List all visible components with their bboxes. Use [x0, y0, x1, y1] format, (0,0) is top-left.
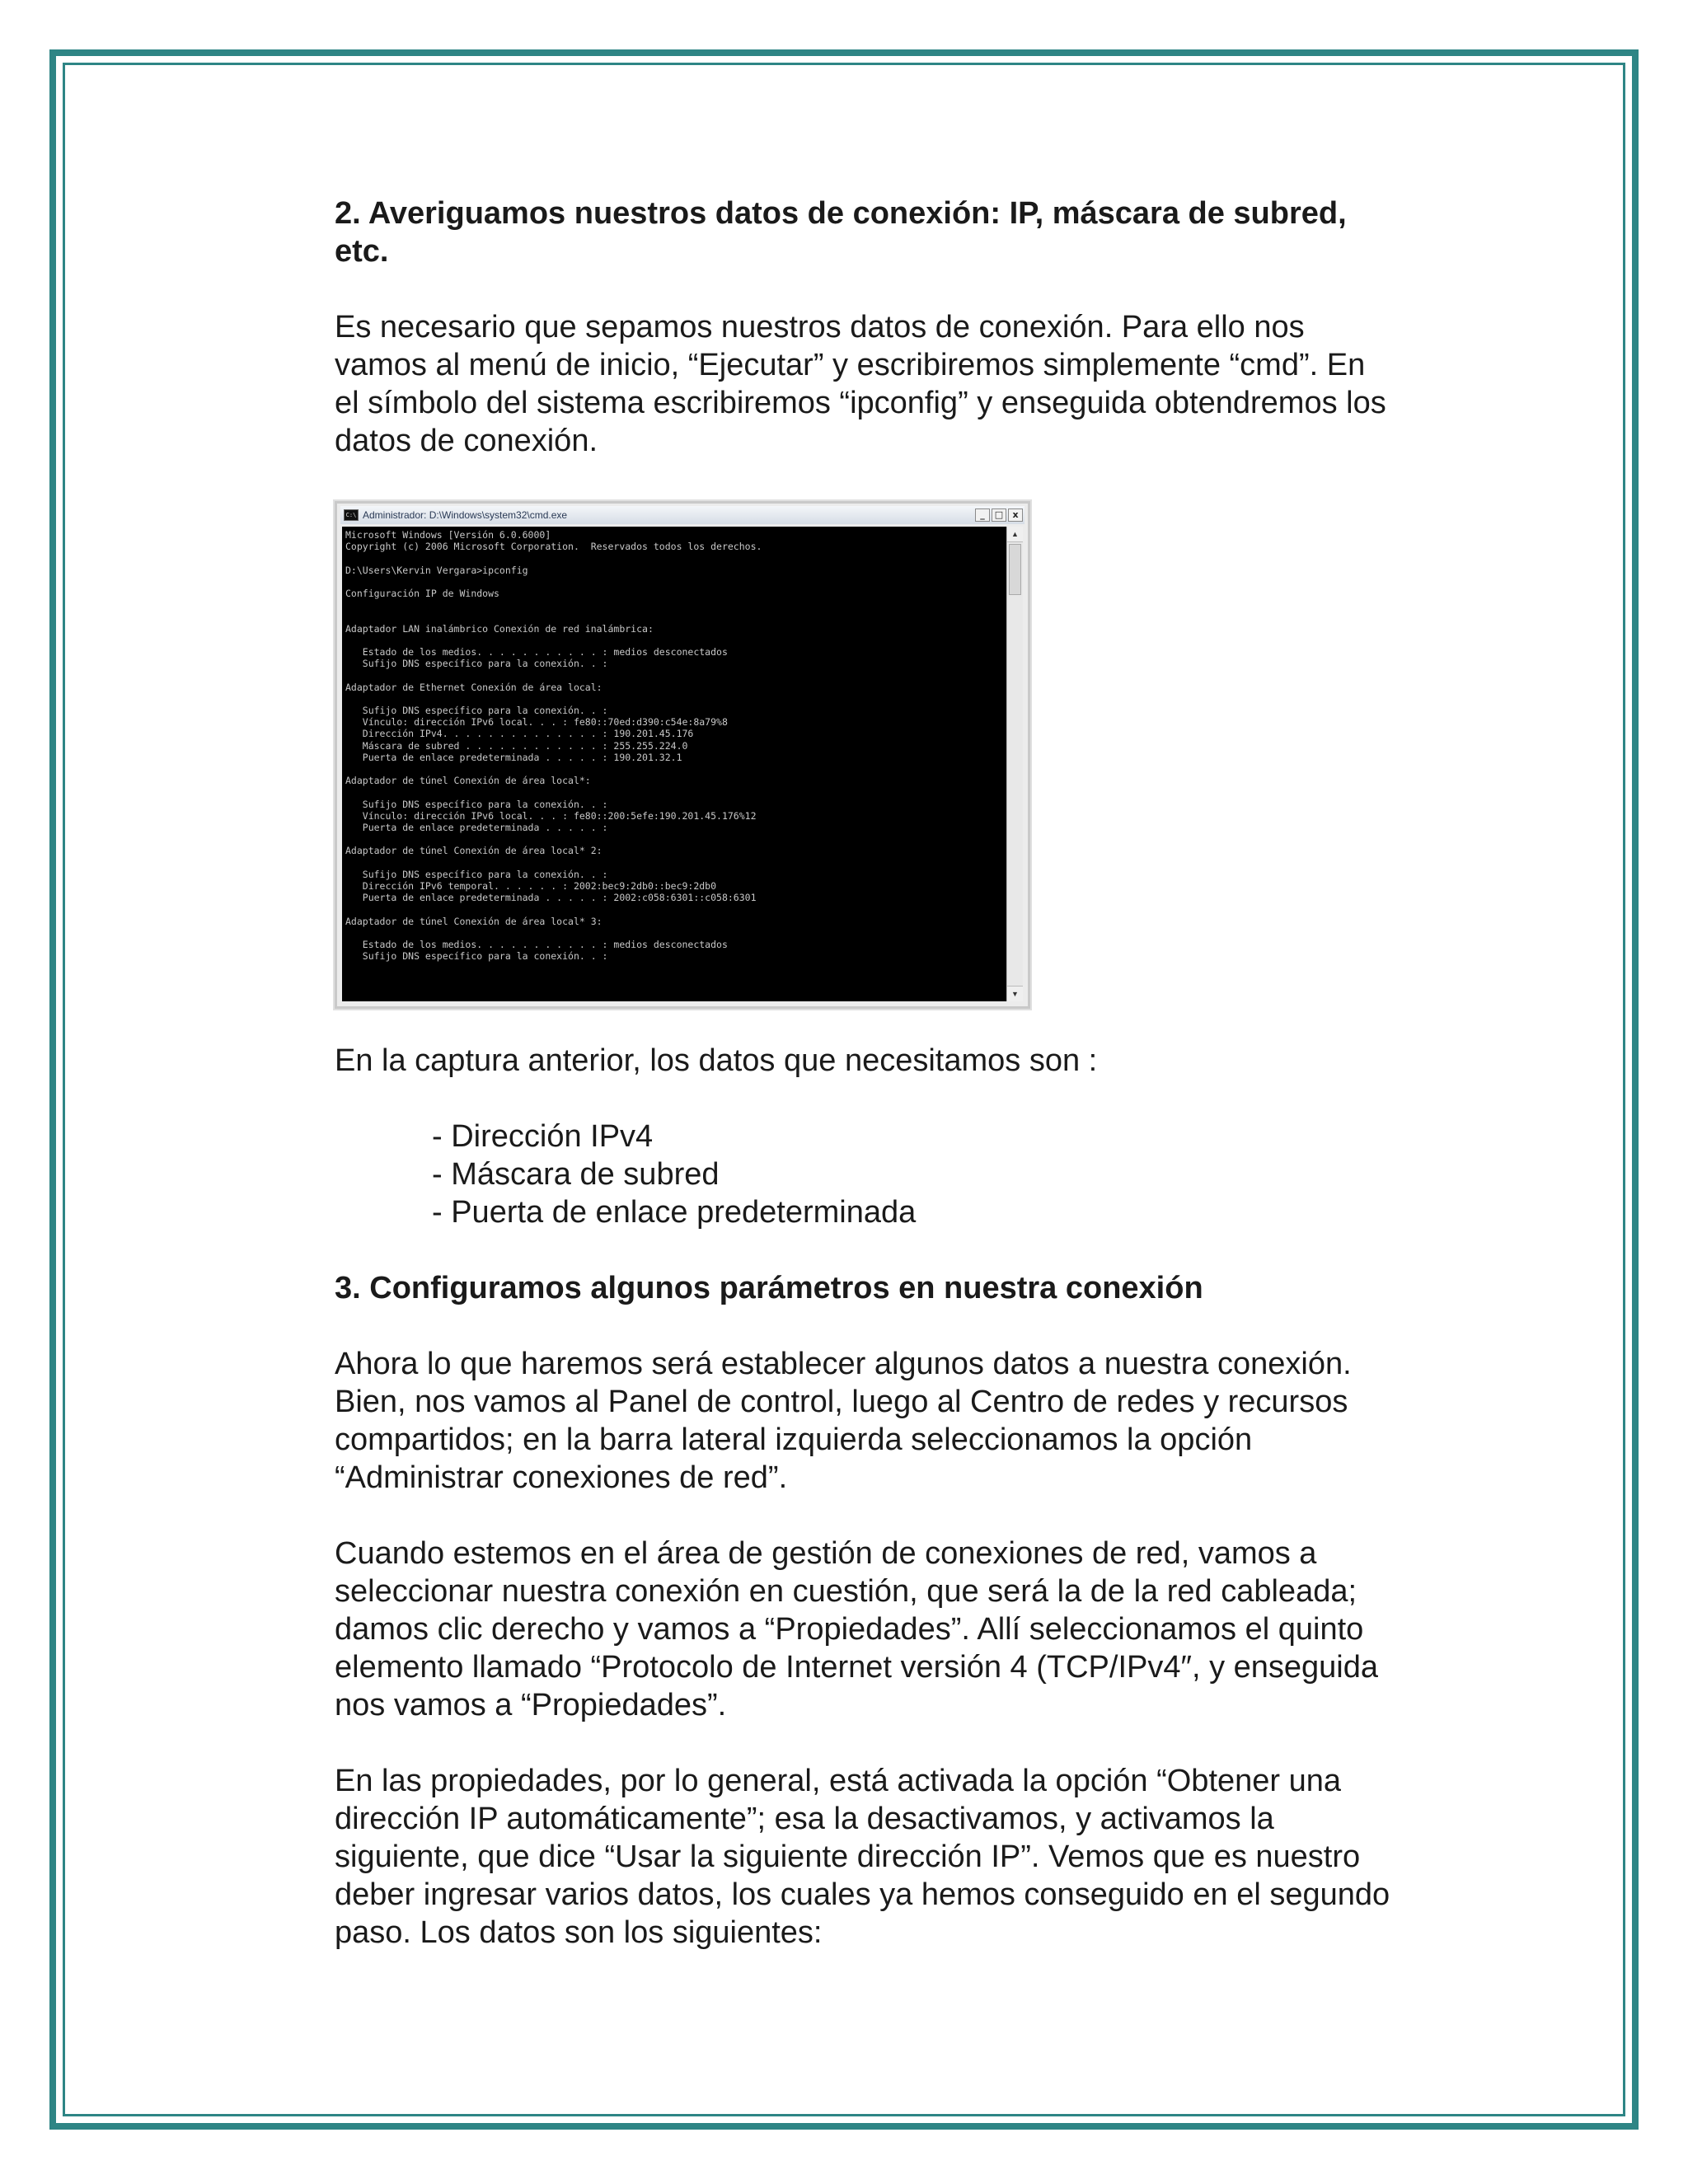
cmd-output-line [345, 635, 1003, 646]
cmd-output-line [345, 599, 1003, 611]
list-item: - Dirección IPv4 [432, 1119, 654, 1154]
scroll-up-arrow-icon: ▲ [1007, 527, 1023, 542]
spacer [335, 1724, 1464, 1762]
cmd-output-line: Adaptador de túnel Conexión de área local*: [345, 775, 591, 787]
cmd-output-line [345, 611, 1003, 622]
cmd-output-line: Microsoft Windows [Versión 6.0.6000] [345, 529, 551, 541]
section-3-paragraph-1-line: Bien, nos vamos al Panel de control, luego al Centro de redes y recursos [335, 1385, 1348, 1419]
cmd-output-line: Puerta de enlace predeterminada . . . . . : 2002:c058:6301::c058:6301 [345, 892, 757, 904]
section-2-heading-line-1: 2. Averiguamos nuestros datos de conexión: IP, máscara de subred, [335, 196, 1347, 231]
section-2-paragraph-line: el símbolo del sistema escribiremos “ipconfig” y enseguida obtendremos los [335, 386, 1386, 420]
cmd-output-line: Sufijo DNS específico para la conexión. . : [345, 658, 608, 670]
list-item: - Puerta de enlace predeterminada [432, 1195, 917, 1230]
section-3-heading: 3. Configuramos algunos parámetros en nuestra conexión [335, 1271, 1203, 1305]
document-content [335, 194, 1464, 1952]
cmd-output-line: Estado de los medios. . . . . . . . . . . : medios desconectados [345, 939, 728, 951]
section-2-paragraph-line: datos de conexión. [335, 424, 598, 458]
cmd-output-line: Sufijo DNS específico para la conexión. . : [345, 950, 608, 963]
cmd-output-line [345, 576, 1003, 588]
cmd-titlebar [340, 506, 1025, 524]
cmd-output-line: Dirección IPv6 temporal. . . . . . : 2002:bec9:2db0::bec9:2db0 [345, 880, 717, 893]
cmd-output-line: Configuración IP de Windows [345, 588, 499, 600]
section-3-paragraph-3-line: paso. Los datos son los siguientes: [335, 1915, 823, 1950]
cmd-output-line [345, 927, 1003, 939]
cmd-output-line: Máscara de subred . . . . . . . . . . . . : 255.255.224.0 [345, 739, 688, 752]
section-3-paragraph-2-line: elemento llamado “Protocolo de Internet versión 4 (TCP/IPv4″, y enseguida [335, 1650, 1379, 1685]
window-controls [975, 509, 1023, 522]
cmd-console-output [342, 527, 1006, 1001]
required-data-list [335, 1118, 1464, 1231]
cmd-output-line [345, 552, 1003, 564]
cmd-output-line [345, 786, 1003, 798]
cmd-output-line [345, 857, 1003, 869]
section-3-paragraph-3-line: dirección IP automáticamente”; esa la desactivamos, y activamos la [335, 1802, 1274, 1836]
section-3-paragraph-1-line: compartidos; en la barra lateral izquierda seleccionamos la opción [335, 1422, 1253, 1457]
section-3-paragraph-1-line: Ahora lo que haremos será establecer algunos datos a nuestra conexión. [335, 1347, 1352, 1381]
maximize-icon: □ [992, 509, 1006, 522]
section-3-paragraph-3-line: En las propiedades, por lo general, está activada la opción “Obtener una [335, 1764, 1342, 1798]
cmd-output-line: Sufijo DNS específico para la conexión. . : [345, 705, 608, 717]
spacer [335, 1080, 1464, 1118]
minimize-icon: _ [975, 509, 990, 522]
cmd-output-line: Sufijo DNS específico para la conexión. . : [345, 798, 608, 810]
section-3-paragraph-2-line: seleccionar nuestra conexión en cuestión, que será la de la red cableada; [335, 1574, 1357, 1609]
section-3-paragraph-2-line: nos vamos a “Propiedades”. [335, 1688, 727, 1722]
spacer [335, 1497, 1464, 1535]
cmd-output-line: D:\Users\Kervin Vergara>ipconfig [345, 564, 528, 576]
cmd-output-line [345, 763, 1003, 775]
spacer [335, 1307, 1464, 1345]
section-3-paragraph-1-line: “Administrar conexiones de red”. [335, 1460, 788, 1495]
cmd-output-line: Estado de los medios. . . . . . . . . . . : medios desconectados [345, 646, 728, 658]
cmd-app-icon: C:\ [344, 509, 359, 521]
cmd-output-line: Adaptador de Ethernet Conexión de área local: [345, 681, 603, 693]
capture-intro: En la captura anterior, los datos que necesitamos son : [335, 1043, 1098, 1078]
close-icon: x [1008, 509, 1023, 522]
cmd-output-line: Sufijo DNS específico para la conexión. . : [345, 868, 608, 880]
cmd-output-line: Vínculo: dirección IPv6 local. . . : fe80::200:5efe:190.201.45.176%12 [345, 809, 757, 822]
cmd-output-line: Copyright (c) 2006 Microsoft Corporation. Reservados todos los derechos. [345, 541, 762, 553]
cmd-output-line: Adaptador de túnel Conexión de área local* 2: [345, 845, 603, 857]
cmd-scrollbar [1006, 527, 1023, 1001]
cmd-output-line [345, 904, 1003, 916]
cmd-output-line: Adaptador LAN inalámbrico Conexión de red inalámbrica: [345, 622, 654, 635]
scroll-thumb [1009, 544, 1021, 595]
cmd-screenshot [335, 501, 1030, 1009]
scroll-down-arrow-icon: ▼ [1007, 986, 1023, 1001]
section-3-paragraph-2-line: damos clic derecho y vamos a “Propiedades”. Allí seleccionamos el quinto [335, 1612, 1364, 1647]
cmd-output-line: Vínculo: dirección IPv6 local. . . : fe80::70ed:d390:c54e:8a79%8 [345, 716, 728, 729]
section-3-paragraph-3-line: deber ingresar varios datos, los cuales ya hemos conseguido en el segundo [335, 1877, 1390, 1912]
spacer [335, 1009, 1464, 1042]
cmd-output-line [345, 693, 1003, 705]
cmd-output-line: Dirección IPv4. . . . . . . . . . . . . . : 190.201.45.176 [345, 728, 694, 740]
spacer [335, 270, 1464, 308]
cmd-output-line: Puerta de enlace predeterminada . . . . . : 190.201.32.1 [345, 751, 682, 763]
section-3-paragraph-3-line: siguiente, que dice “Usar la siguiente dirección IP”. Vemos que es nuestro [335, 1840, 1361, 1874]
cmd-output-line [345, 669, 1003, 681]
section-3-paragraph-2-line: Cuando estemos en el área de gestión de conexiones de red, vamos a [335, 1536, 1317, 1571]
spacer [335, 1231, 1464, 1269]
cmd-output-line [345, 833, 1003, 845]
list-item: - Máscara de subred [432, 1157, 720, 1192]
section-2-heading-line-2: etc. [335, 234, 389, 269]
cmd-output-line: Puerta de enlace predeterminada . . . . . : [345, 822, 608, 834]
cmd-window-title: Administrador: D:\Windows\system32\cmd.exe [363, 509, 568, 521]
section-2-paragraph-line: vamos al menú de inicio, “Ejecutar” y escribiremos simplemente “cmd”. En [335, 348, 1366, 382]
cmd-output-line: Adaptador de túnel Conexión de área local* 3: [345, 915, 603, 927]
section-2-paragraph-line: Es necesario que sepamos nuestros datos de conexión. Para ello nos [335, 310, 1305, 344]
